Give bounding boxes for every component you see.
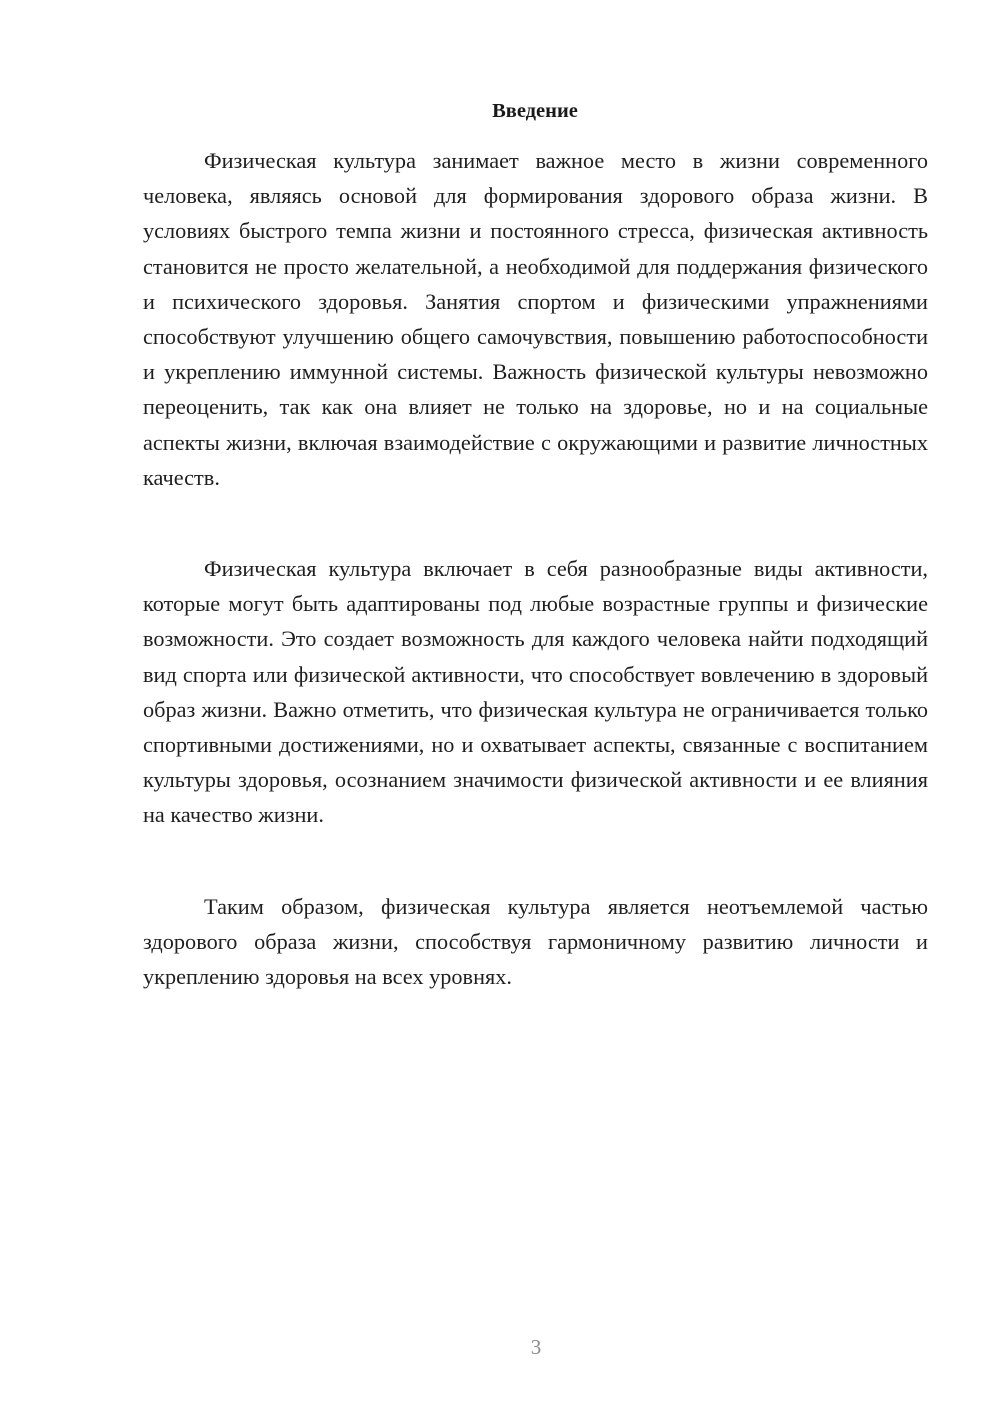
page-title: Введение [492, 100, 578, 122]
page-number: 3 [530, 1335, 542, 1359]
body-paragraph-2: Физическая культура включает в себя разнообразные виды активности, которые могут быть адаптированы под любые возрастные группы и физические возможности. Это создает возможность для каждого человека найти подходящий вид спорта или физической активности, что способствует вовлечению в здоровый образ жизни. Важно отметить, что физическая культура не ограничивается только спортивными достижениями, но и охватывает аспекты, связанные с воспитанием культуры здоровья, осознанием значимости физической активности и ее влияния на качество жизни. [143, 556, 928, 828]
body-paragraph-1: Физическая культура занимает важное место в жизни современного человека, являясь основой для формирования здорового образа жизни. В условиях быстрого темпа жизни и постоянного стресса, физическая активность становится не просто желательной, а необходимой для поддержания физического и психического здоровья. Занятия спортом и физическими упражнениями способствуют улучшению общего самочувствия, повышению работоспособности и укреплению иммунной системы. Важность физической культуры невозможно переоценить, так как она влияет не только на здоровье, но и на социальные аспекты жизни, включая взаимодействие с окружающими и развитие личностных качеств. [143, 148, 928, 490]
body-paragraph-3: Таким образом, физическая культура является неотъемлемой частью здорового образа жизни, способствуя гармоничному развитию личности и укреплению здоровья на всех уровнях. [143, 894, 928, 990]
